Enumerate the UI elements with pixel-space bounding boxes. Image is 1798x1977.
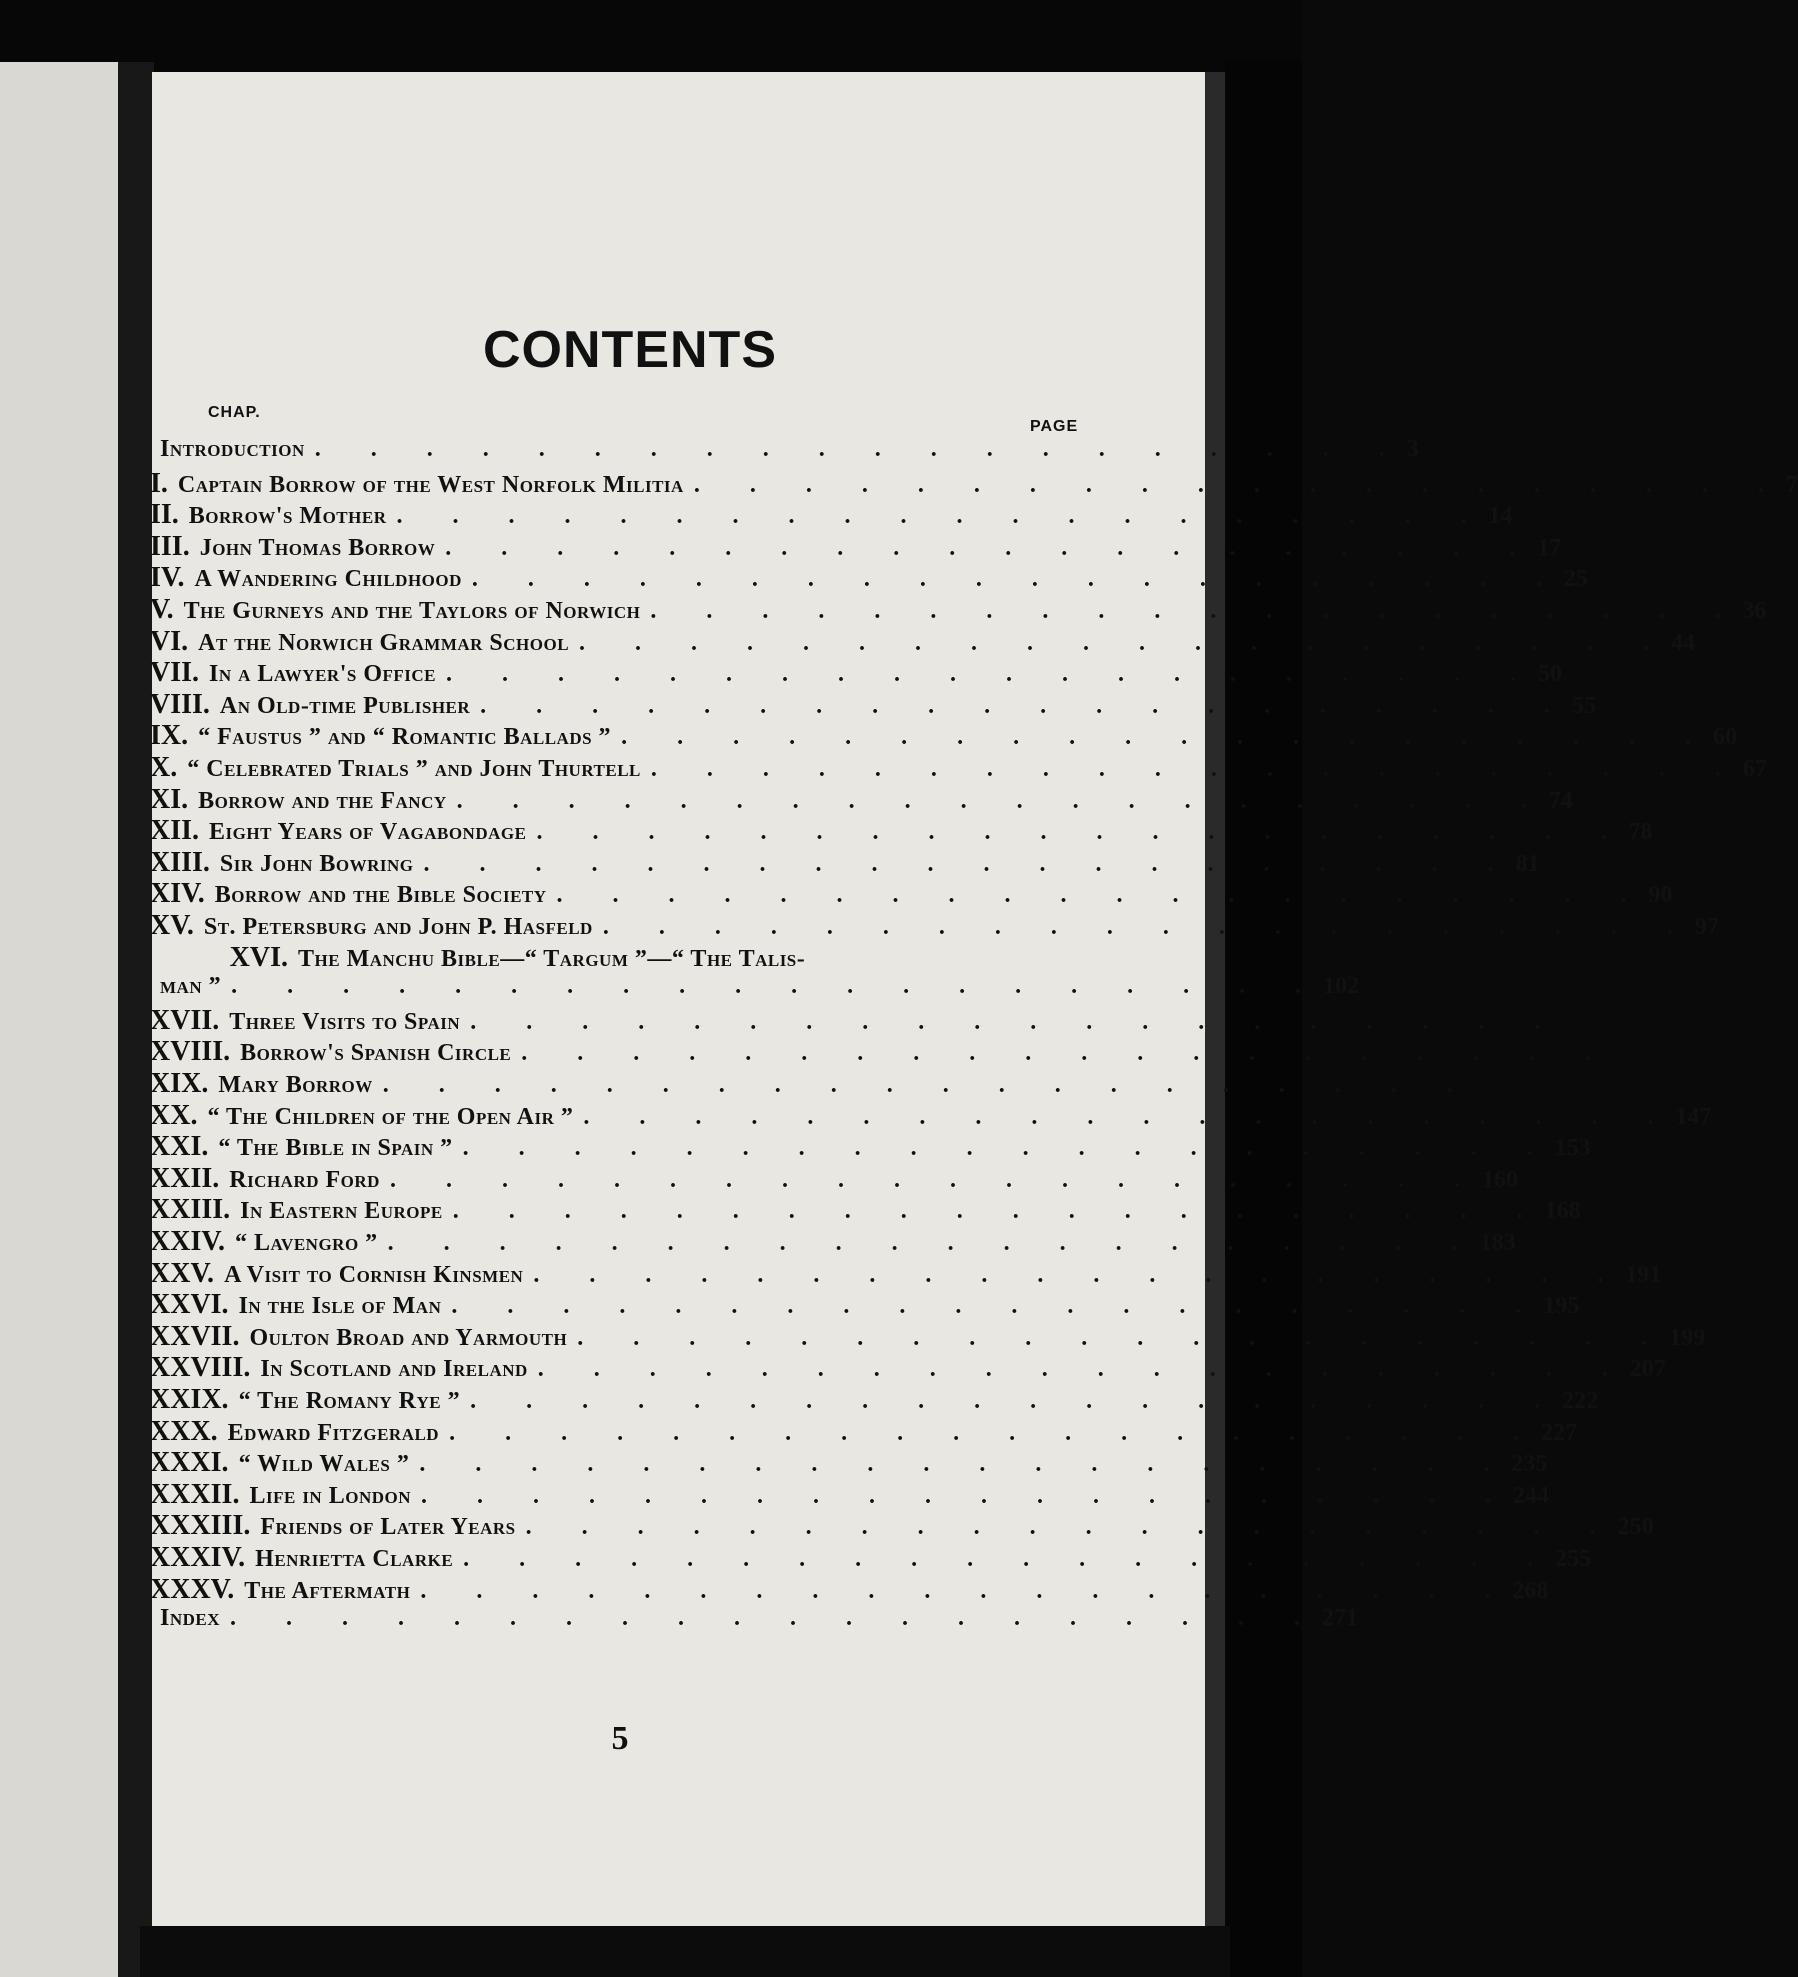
chapter-title: “ The Romany Rye ”	[238, 1388, 461, 1414]
toc-entry	[150, 594, 1767, 628]
chapter-title-cell	[240, 1040, 1613, 1067]
toc-entry	[150, 688, 1597, 723]
toc-entry	[150, 1004, 1563, 1039]
chapter-title: man ”	[160, 973, 222, 1000]
chapter-title-cell	[260, 1514, 1617, 1541]
chapter-title: Index	[160, 1605, 221, 1632]
toc-entry	[150, 1478, 1549, 1513]
dot-leader: . . . . . . . . . . . . . . . . . . . .	[621, 724, 1714, 751]
chapter-number: XIII.	[150, 846, 210, 878]
toc-entry	[150, 846, 1540, 881]
page-ref: 199	[1669, 1324, 1706, 1351]
chapter-title-cell	[187, 756, 1743, 783]
chapter-title: Eight Years of Vagabondage	[209, 819, 527, 846]
chapter-title-cell	[184, 598, 1743, 625]
chapter-title: Edward Fitzgerald	[227, 1419, 440, 1446]
chapter-title-cell	[235, 1230, 1480, 1257]
dot-leader: . . . . . . . . . . . . . . . . . . . .	[463, 1546, 1556, 1572]
chapter-title: A Wandering Childhood	[194, 566, 462, 593]
toc-entry	[150, 1415, 1578, 1450]
page-ref: 7	[1785, 471, 1798, 498]
chapter-title: Sir John Bowring	[219, 850, 414, 877]
dot-leader: . . . . . . . . . . . . . . . . . . . .	[456, 787, 1549, 814]
toc-entry	[150, 562, 1588, 596]
page-ref: 50	[1538, 661, 1562, 688]
chapter-number: XII.	[150, 815, 200, 847]
chapter-title-cell	[195, 566, 1564, 593]
chapter-title-cell	[229, 1167, 1482, 1194]
dot-leader: . . . . . . . . . . . . . . . . . . . .	[650, 756, 1743, 782]
chapter-title-cell	[200, 535, 1538, 562]
toc-entry	[150, 1447, 1548, 1481]
chapter-number: XIV.	[150, 878, 205, 910]
page-ref: 36	[1742, 598, 1767, 624]
toc-entry	[150, 878, 1673, 912]
chapter-title-cell	[220, 693, 1572, 720]
page-ref: 3	[1406, 436, 1419, 462]
page-ref: 195	[1543, 1293, 1580, 1320]
toc-entry	[150, 499, 1513, 533]
chapter-title-cell	[240, 1198, 1545, 1225]
chapter-title-cell	[178, 472, 1786, 499]
toc-entry	[150, 1320, 1706, 1355]
dot-leader: . . . . . . . . . . . . . . . . . . . .	[389, 1166, 1482, 1193]
toc-entry	[150, 1131, 1591, 1165]
toc-entry	[150, 815, 1653, 849]
page-ref: 102	[1323, 973, 1360, 1000]
chapter-title: Henrietta Clarke	[255, 1546, 454, 1572]
chapter-title-cell	[218, 1135, 1554, 1162]
toc-entry	[150, 752, 1767, 786]
page-ref: 90	[1648, 882, 1673, 909]
toc-entry	[150, 1194, 1581, 1228]
chapter-title: “ Faustus ” and “ Romantic Ballads ”	[198, 724, 612, 751]
dot-leader: . . . . . . . . . . . . . . . . . . . .	[231, 973, 1324, 1000]
chapter-title-cell	[224, 1262, 1625, 1289]
chapter-number: XXXV.	[150, 1573, 235, 1605]
chapter-title: The Aftermath	[244, 1577, 411, 1604]
chapter-number: XI.	[150, 783, 189, 815]
chapter-title: The Gurneys and the Taylors of Norwich	[183, 598, 641, 624]
chapter-number: XXVIII.	[150, 1352, 251, 1384]
page-ref: 44	[1671, 629, 1696, 656]
dot-leader	[805, 946, 815, 972]
chapter-title-cell	[215, 882, 1649, 909]
toc-entry	[150, 1289, 1580, 1323]
dot-leader: . . . . . . . . . . . . . . . . . . . .	[314, 436, 1407, 462]
chapter-title-cell	[209, 661, 1538, 688]
dot-leader: . . . . . . . . . . . . . . . . . . . .	[421, 1482, 1513, 1509]
page-ref: 222	[1562, 1388, 1599, 1414]
dot-leader: . . . . . . . . . . . . . . . . . . . .	[449, 1419, 1542, 1446]
dot-leader: . . . . . . . . . . . . . . . . . . . .	[470, 1008, 1563, 1035]
chapter-number: XXIX.	[150, 1384, 229, 1415]
chapter-title: Borrow and the Fancy	[198, 787, 447, 814]
chapter-number: XXVI.	[150, 1289, 229, 1321]
chapter-title-cell	[198, 724, 1713, 751]
chapter-title-cell	[239, 1388, 1563, 1415]
page-number: 5	[611, 1720, 629, 1757]
chapter-title: At the Norwich Grammar School	[198, 629, 570, 656]
page-ref: 81	[1515, 850, 1540, 877]
chapter-title: Borrow and the Bible Society	[214, 882, 547, 909]
chapter-title-cell	[198, 630, 1671, 657]
toc-entry	[150, 530, 1562, 565]
chapter-title: “ Wild Wales ”	[238, 1451, 410, 1478]
page-ref: 207	[1629, 1356, 1666, 1383]
chapter-number: XVIII.	[150, 1036, 231, 1068]
chapter-number: I.	[150, 467, 168, 499]
dot-leader: . . . . . . . . . . . . . . . . . . . .	[387, 1230, 1480, 1256]
chapter-title: A Visit to Cornish Kinsmen	[224, 1261, 524, 1288]
chapter-title: Mary Borrow	[218, 1072, 373, 1098]
chapter-title-cell	[298, 946, 1000, 973]
dot-leader: . . . . . . . . . . . . . . . . . . . .	[419, 1451, 1512, 1478]
page-ref: 191	[1625, 1261, 1662, 1288]
toc-entry	[150, 1099, 1712, 1134]
page-edge-shadow	[1205, 72, 1225, 1934]
chapter-title-cell	[204, 914, 1695, 941]
page-ref: 60	[1713, 724, 1738, 751]
chapter-title: In the Isle of Man	[238, 1293, 442, 1320]
chapter-title: In a Lawyer's Office	[209, 661, 436, 688]
chapter-title: Oulton Broad and Yarmouth	[249, 1324, 568, 1351]
chapter-title: Three Visits to Spain	[229, 1008, 461, 1035]
toc-entry	[150, 720, 1738, 754]
dot-leader: . . . . . . . . . . . . . . . . . . . .	[451, 1293, 1544, 1320]
chapter-title-cell	[244, 1578, 1512, 1605]
toc-entry	[150, 942, 1070, 976]
chapter-column-label: CHAP.	[208, 404, 261, 421]
toc-entry	[150, 1036, 1614, 1070]
dot-leader: . . . . . . . . . . . . . . . . . . . .	[583, 1103, 1676, 1130]
page-ref: 244	[1513, 1482, 1549, 1509]
chapter-title-cell	[249, 1483, 1513, 1510]
chapter-number: XX.	[150, 1099, 198, 1131]
dot-leader: . . . . . . . . . . . . . . . . . . . .	[525, 1514, 1618, 1541]
chapter-title: Introduction	[160, 436, 305, 462]
chapter-number: VII.	[150, 657, 200, 689]
chapter-title-cell	[228, 1420, 1541, 1447]
toc-entry	[150, 657, 1562, 691]
toc-entry	[150, 1605, 1359, 1639]
chapter-number: V.	[150, 594, 174, 625]
chapter-number: XXII.	[150, 1162, 220, 1194]
toc-entry	[150, 625, 1696, 660]
dot-leader: . . . . . . . . . . . . . . . . . . . .	[536, 819, 1629, 846]
page-ref: 97	[1694, 914, 1719, 940]
chapter-number: XIX.	[150, 1068, 209, 1099]
chapter-number: IX.	[150, 720, 189, 752]
toc-entry	[150, 1226, 1516, 1260]
chapter-number: XXXIV.	[150, 1542, 246, 1573]
chapter-title-cell	[229, 1009, 1562, 1036]
chapter-title-cell	[220, 851, 1516, 878]
dot-leader: . . . . . . . . . . . . . . . . . . . .	[521, 1040, 1614, 1067]
toc-entry	[150, 1542, 1592, 1576]
toc-entry	[150, 1162, 1518, 1197]
scan-top-border	[0, 0, 1302, 72]
page-ref: 78	[1628, 819, 1653, 846]
toc-entry	[150, 1352, 1666, 1386]
dot-leader: . . . . . . . . . . . . . . . . . . . .	[452, 1198, 1545, 1225]
chapter-title-cell	[218, 1072, 1474, 1099]
toc-entry	[150, 1068, 1475, 1102]
page-ref: 14	[1488, 503, 1513, 530]
chapter-title-cell	[249, 1325, 1669, 1352]
page-ref: 235	[1511, 1451, 1548, 1478]
dot-leader: . . . . . . . . . . . . . . . . . . . .	[577, 1324, 1670, 1351]
dot-leader: . . . . . . . . . . . . . . . . . . . .	[602, 914, 1695, 940]
chapter-title: Friends of Later Years	[260, 1514, 516, 1541]
toc-entry	[150, 1510, 1654, 1544]
chapter-number: XXI.	[150, 1131, 209, 1163]
toc-entry	[150, 1384, 1599, 1418]
chapter-title-cell	[255, 1546, 1555, 1573]
book-gutter	[118, 62, 154, 1977]
dot-leader: . . . . . . . . . . . . . . . . . . . .	[420, 1577, 1513, 1604]
page-column-label: PAGE	[1030, 418, 1079, 435]
toc-entry	[150, 1573, 1549, 1608]
dot-leader: . . . . . . . . . . . . . . . . . . . .	[471, 566, 1564, 593]
chapter-number: XXV.	[150, 1257, 215, 1289]
chapter-title-cell	[260, 1356, 1629, 1383]
chapter-number: III.	[150, 530, 190, 562]
chapter-number: XVII.	[150, 1004, 220, 1036]
toc-entry	[150, 1257, 1662, 1292]
dot-leader: . . . . . . . . . . . . . . . . . . . .	[230, 1605, 1323, 1632]
page-ref: 255	[1555, 1546, 1592, 1572]
chapter-title-cell	[207, 1104, 1675, 1131]
page-ref: 55	[1572, 692, 1597, 719]
dot-leader: . . . . . . . . . . . . . . . . . . . .	[382, 1072, 1475, 1098]
chapter-title: Borrow's Spanish Circle	[240, 1040, 512, 1067]
chapter-title: Richard Ford	[229, 1166, 380, 1193]
page-ref: 67	[1742, 756, 1767, 782]
chapter-title-cell	[239, 1451, 1512, 1478]
toc-entry	[150, 783, 1573, 818]
page-ref: 183	[1479, 1230, 1516, 1256]
dot-leader: . . . . . . . . . . . . . . . . . . . .	[446, 661, 1538, 688]
scan-bottom-border	[140, 1926, 1230, 1977]
chapter-title: The Manchu Bible—“ Targum ”—“ The Talis-	[298, 945, 806, 972]
chapter-title-cell	[160, 436, 1407, 463]
dot-leader: . . . . . . . . . . . . . . . . . . . .	[423, 850, 1516, 877]
page-ref: 147	[1675, 1103, 1712, 1130]
chapter-title: An Old-time Publisher	[219, 692, 471, 719]
chapter-number: XXVII.	[150, 1320, 240, 1352]
dot-leader: . . . . . . . . . . . . . . . . . . . .	[470, 1388, 1563, 1414]
page-title: CONTENTS	[483, 321, 777, 379]
chapter-title-cell	[160, 1605, 1322, 1632]
chapter-number: XVI.	[229, 941, 288, 973]
chapter-number: IV.	[150, 562, 185, 594]
chapter-title-cell	[239, 1293, 1544, 1320]
chapter-number: II.	[150, 499, 179, 531]
chapter-number: XXXIII.	[150, 1510, 251, 1542]
chapter-title: In Eastern Europe	[240, 1198, 443, 1225]
chapter-title: “ Lavengro ”	[234, 1230, 378, 1256]
page-ref: 271	[1322, 1605, 1359, 1632]
chapter-title-cell	[209, 819, 1628, 846]
dot-leader: . . . . . . . . . . . . . . . . . . . .	[693, 471, 1786, 498]
chapter-title: “ Celebrated Trials ” and John Thurtell	[187, 756, 641, 782]
page-ref: 25	[1563, 566, 1588, 593]
page-ref: 160	[1481, 1166, 1518, 1193]
chapter-number: XXXII.	[150, 1478, 240, 1510]
dot-leader: . . . . . . . . . . . . . . . . . . . .	[445, 534, 1538, 561]
chapter-number: VIII.	[150, 688, 210, 720]
dot-leader: . . . . . . . . . . . . . . . . . . . .	[480, 692, 1573, 719]
chapter-number: XV.	[150, 910, 194, 941]
dot-leader: . . . . . . . . . . . . . . . . . . . .	[556, 882, 1649, 909]
toc-entry	[150, 910, 1719, 944]
chapter-title: “ The Children of the Open Air ”	[207, 1103, 574, 1130]
chapter-title: St. Petersburg and John P. Hasfeld	[203, 914, 593, 940]
page-ref: 250	[1617, 1514, 1654, 1541]
page-ref: 227	[1541, 1419, 1578, 1446]
dot-leader: . . . . . . . . . . . . . . . . . . . .	[533, 1261, 1626, 1288]
dot-leader: . . . . . . . . . . . . . . . . . . . .	[462, 1135, 1555, 1162]
chapter-number: XXXI.	[150, 1447, 229, 1479]
chapter-number: X.	[150, 752, 178, 783]
chapter-title-cell	[198, 788, 1549, 815]
chapter-title-cell	[160, 973, 1323, 1000]
chapter-number: XXIV.	[150, 1226, 225, 1257]
chapter-number: VI.	[150, 625, 189, 657]
page-ref: 74	[1548, 787, 1573, 814]
chapter-title-cell	[189, 503, 1489, 530]
toc-entry	[150, 436, 1419, 470]
toc-entry	[150, 467, 1798, 502]
chapter-title: John Thomas Borrow	[199, 534, 436, 561]
chapter-title: Captain Borrow of the West Norfolk Militia	[177, 471, 684, 498]
chapter-title: In Scotland and Ireland	[260, 1356, 528, 1383]
page-ref: 268	[1512, 1577, 1549, 1604]
chapter-title: “ The Bible in Spain ”	[218, 1135, 453, 1162]
page-ref: 168	[1544, 1198, 1581, 1225]
dot-leader: . . . . . . . . . . . . . . . . . . . .	[537, 1356, 1630, 1383]
dot-leader: . . . . . . . . . . . . . . . . . . . .	[396, 503, 1489, 530]
page-ref: 17	[1537, 534, 1562, 561]
chapter-title: Borrow's Mother	[188, 503, 387, 530]
chapter-number: XXX.	[150, 1415, 218, 1447]
toc-entry	[150, 973, 1360, 1007]
facing-page-edge	[0, 62, 120, 1977]
dot-leader: . . . . . . . . . . . . . . . . . . . .	[650, 598, 1743, 624]
page-ref: 153	[1554, 1135, 1591, 1162]
chapter-number: XXIII.	[150, 1194, 231, 1226]
dot-leader: . . . . . . . . . . . . . . . . . . . .	[579, 629, 1672, 656]
chapter-title: Life in London	[249, 1482, 411, 1509]
